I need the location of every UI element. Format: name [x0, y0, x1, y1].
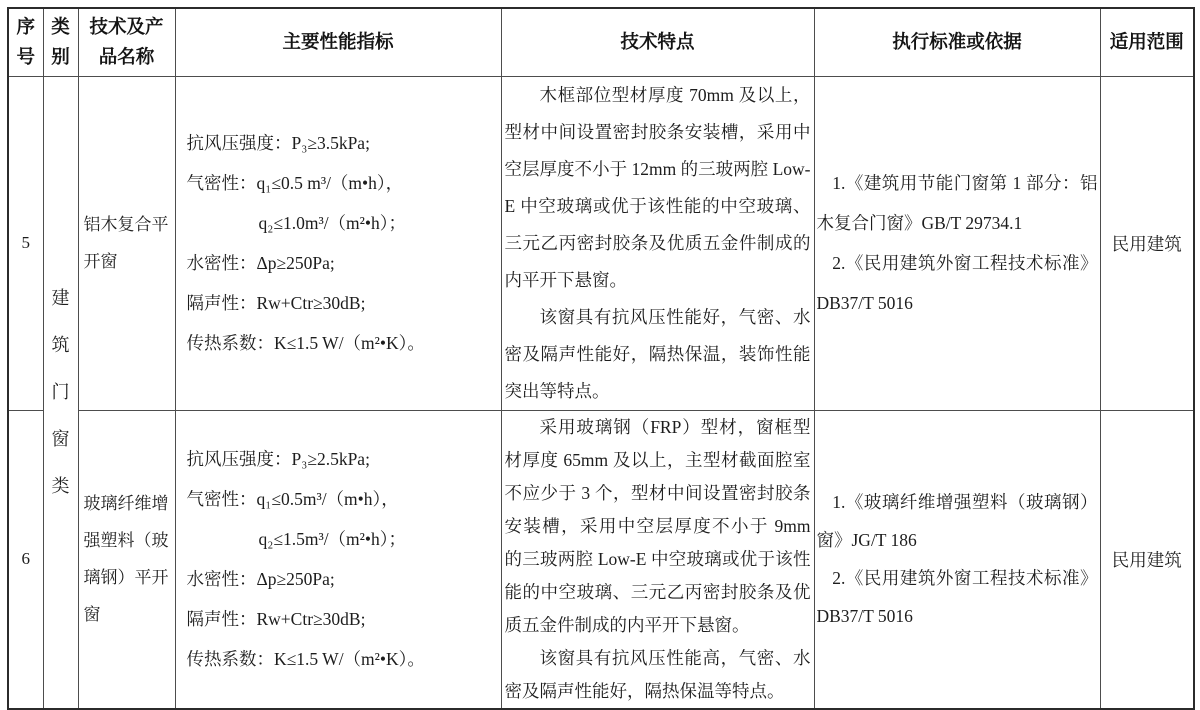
performance-line: 气密性：q₁≤0.5 m³/（m•h）， [186, 173, 404, 193]
standard-item: 2.《民用建筑外窗工程技术标准》DB37/T 5016 [816, 568, 1098, 626]
performance-line: 抗风压强度：P₃≥2.5kPa; [186, 449, 370, 469]
header-col-category: 类别 [43, 8, 78, 76]
features-paragraph: 采用玻璃钢（FRP）型材，窗框型材厚度 65mm 及以上，主型材截面腔室不应少于 3 个，型材中间设置密封胶条安装槽，采用中空层厚度不小于 9mm 的三玻两腔 Low-E 中空玻璃或优于该性能的中空玻璃、三元乙丙密封胶条及优质五金件制成的内平开下悬窗。 [504, 416, 811, 635]
table-row-5 [8, 76, 1194, 410]
header-col-performance: 主要性能指标 [175, 8, 501, 76]
header-col-product-name: 技术及产品名称 [78, 8, 175, 76]
row6-features-cell [501, 410, 814, 709]
row6-product-name: 玻璃纤维增强塑料（玻璃钢）平开窗 [78, 410, 175, 709]
performance-line: 抗风压强度：P₃≥3.5kPa; [186, 133, 370, 153]
performance-line: 隔声性：Rw+Ctr≥30dB; [186, 609, 366, 629]
row6-scope-cell: 民用建筑 [1100, 410, 1194, 709]
features-paragraph: 木框部位型材厚度 70mm 及以上，型材中间设置密封胶条安装槽，采用中空层厚度不小于 12mm 的三玻两腔 Low-E 中空玻璃或优于该性能的中空玻璃、三元乙丙密封胶条及优质五金件制成的内平开下悬窗。 [504, 84, 811, 290]
header-col-standards: 执行标准或依据 [814, 8, 1100, 76]
performance-line: 水密性：Δp≥250Pa; [186, 253, 335, 273]
row5-performance-cell [175, 76, 501, 410]
standard-item: 1.《玻璃纤维增强塑料（玻璃钢）窗》JG/T 186 [816, 492, 1098, 550]
header-row [8, 8, 1194, 76]
row5-product-name: 铝木复合平开窗 [78, 76, 175, 410]
features-paragraph: 该窗具有抗风压性能高，气密、水密及隔声性能好，隔热保温等特点。 [504, 647, 811, 701]
row6-standards-cell [814, 410, 1100, 709]
row6-performance-cell [175, 410, 501, 709]
row5-serial-number: 5 [8, 76, 43, 410]
products-table [7, 7, 1195, 710]
row5-features-cell [501, 76, 814, 410]
performance-line: 隔声性：Rw+Ctr≥30dB; [186, 293, 366, 313]
performance-line: q₂≤1.5m³/（m²•h）； [258, 529, 407, 549]
table-row-6 [8, 410, 1194, 709]
row5-scope-cell: 民用建筑 [1100, 76, 1194, 410]
header-col-features: 技术特点 [501, 8, 814, 76]
header-col-serial: 序号 [8, 8, 43, 76]
standard-item: 2.《民用建筑外窗工程技术标准》DB37/T 5016 [816, 253, 1098, 313]
performance-line: 传热系数：K≤1.5 W/（m²•K）。 [186, 333, 425, 353]
features-paragraph: 该窗具有抗风压性能好，气密、水密及隔声性能好，隔热保温，装饰性能突出等特点。 [504, 306, 811, 401]
standard-item: 1.《建筑用节能门窗第 1 部分：铝木复合门窗》GB/T 29734.1 [816, 173, 1098, 233]
header-col-scope: 适用范围 [1100, 8, 1194, 76]
performance-line: q₂≤1.0m³/（m²•h）； [258, 213, 407, 233]
performance-line: 传热系数：K≤1.5 W/（m²•K）。 [186, 649, 425, 669]
performance-line: 气密性：q₁≤0.5m³/（m•h）， [186, 489, 399, 509]
category-cell: 建 筑 门 窗 类 [43, 76, 78, 709]
performance-line: 水密性：Δp≥250Pa; [186, 569, 335, 589]
row6-serial-number: 6 [8, 410, 43, 709]
row5-standards-cell [814, 76, 1100, 410]
